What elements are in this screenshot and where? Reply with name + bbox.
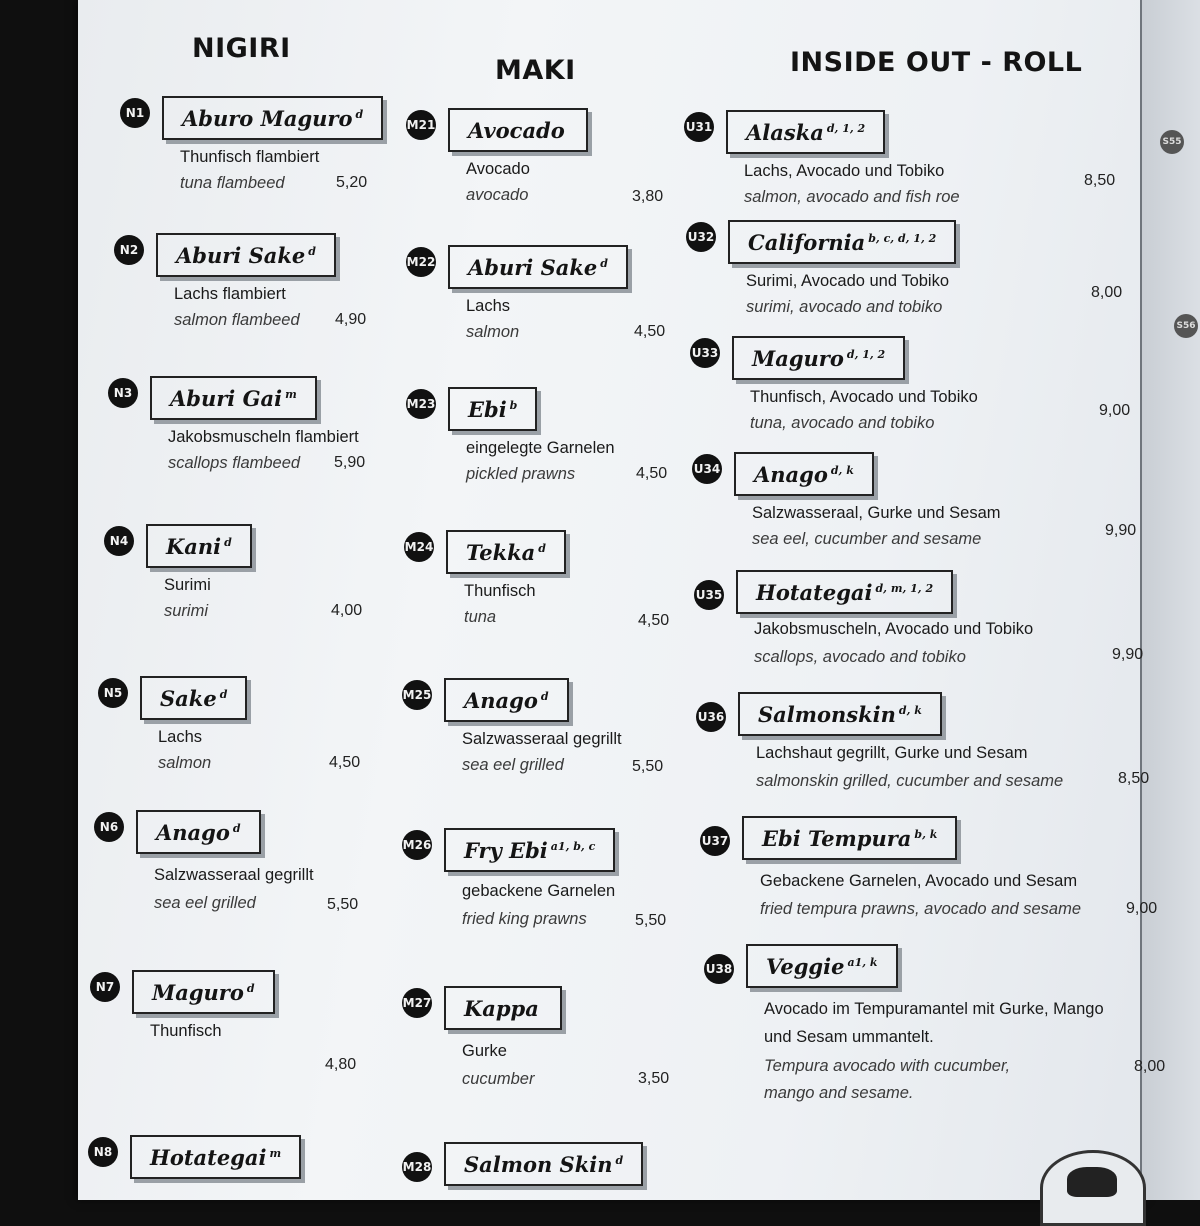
item-name: Kappa [464,995,539,1021]
allergen-code: d, 1, 2 [826,121,866,135]
item-name-box [726,110,885,154]
item-code-badge: N8 [88,1137,118,1167]
item-code-badge: N3 [108,378,138,408]
item-name-box [728,220,956,264]
side-badge: S56 [1174,314,1198,338]
item-code-badge: M24 [404,532,434,562]
item-name-box [738,692,942,736]
item-price: 9,00 [1126,900,1158,917]
allergen-code: b [509,398,518,412]
item-description-de: Lachs [466,297,511,315]
item-description-en: fried tempura prawns, avocado and sesame [760,900,1082,918]
allergen-code: b, k [914,827,938,841]
item-name-box [162,96,383,140]
allergen-code: a1, k [847,955,878,969]
item-description-en: salmonskin grilled, cucumber and sesame [756,772,1064,790]
item-price: 9,90 [1105,522,1137,539]
item-description-en: scallops flambeed [168,454,301,472]
item-description-en: scallops, avocado and tobiko [754,648,966,666]
allergen-code: d, m, 1, 2 [875,581,934,595]
item-description-en: Tempura avocado with cucumber, [764,1057,1011,1075]
item-description-de-line2: und Sesam ummantelt. [764,1028,934,1046]
item-code-badge: M25 [402,680,432,710]
item-description-en: pickled prawns [466,465,576,483]
item-name: Hotategai [756,579,873,605]
item-price: 4,50 [636,465,668,482]
item-code-badge: U31 [684,112,714,142]
item-name-box [448,108,588,152]
sushi-logo-icon [1040,1150,1146,1226]
item-price: 8,00 [1091,284,1123,301]
allergen-code: d, k [898,703,922,717]
allergen-code: d, 1, 2 [846,347,886,361]
inside-out-heading: INSIDE OUT - ROLL [790,47,1083,78]
item-description-de: Jakobsmuscheln flambiert [168,428,359,446]
item-description-en: tuna [464,608,497,626]
item-description-de: Surimi, Avocado und Tobiko [746,272,950,290]
item-description-de: Jakobsmuscheln, Avocado und Tobiko [754,620,1034,638]
item-name-box [734,452,874,496]
allergen-code: d [224,535,232,549]
item-name-box [132,970,275,1014]
item-name: Aburi Sake [176,242,306,268]
item-price: 8,50 [1118,770,1150,787]
item-name-box [444,828,615,872]
item-description-en: surimi [164,602,208,620]
item-description-de: Thunfisch, Avocado und Tobiko [750,388,978,406]
allergen-code: b, c, d, 1, 2 [868,231,937,245]
item-name: Anago [156,819,230,845]
item-code-badge: N4 [104,526,134,556]
maki-heading: MAKI [495,55,576,86]
item-name: Alaska [746,119,824,145]
item-description-en: fried king prawns [462,910,587,928]
item-name: Veggie [766,953,845,979]
item-name: Ebi Tempura [762,825,912,851]
item-price: 4,80 [325,1056,357,1073]
item-name-box [146,524,252,568]
item-name-box [444,1142,643,1186]
item-description-en: salmon [466,323,520,341]
item-code-badge: U37 [700,826,730,856]
item-name-box [136,810,261,854]
item-description-de: Surimi [164,576,211,594]
item-price: 4,50 [329,754,361,771]
item-price: 9,90 [1112,646,1144,663]
item-price: 5,90 [334,454,366,471]
item-price: 5,50 [327,896,359,913]
item-price: 3,50 [638,1070,670,1087]
item-price: 5,20 [336,174,368,191]
item-price: 9,00 [1099,402,1131,419]
item-description-de: Salzwasseraal gegrillt [462,730,622,748]
allergen-code: d [615,1153,624,1167]
item-name: Hotategai [150,1144,267,1170]
allergen-code: d, k [830,463,854,477]
item-description-en-line2: mango and sesame. [764,1084,914,1102]
allergen-code: d [540,689,549,703]
item-description-en: sea eel grilled [462,756,564,774]
item-code-badge: U38 [704,954,734,984]
item-name-box [742,816,957,860]
item-description-en: salmon flambeed [174,311,300,329]
item-description-en: surimi, avocado and tobiko [746,298,943,316]
item-name-box [746,944,898,988]
item-name-box [446,530,566,574]
item-price: 5,50 [635,912,667,929]
item-price: 4,90 [335,311,367,328]
item-name-box [150,376,317,420]
allergen-code: d [246,981,255,995]
item-name-box [732,336,905,380]
item-name: Salmonskin [758,701,896,727]
allergen-code: d [219,687,228,701]
item-name-box [130,1135,301,1179]
allergen-code: a1, b, c [550,839,596,853]
item-description-de: Lachshaut gegrillt, Gurke und Sesam [756,744,1028,762]
item-name: Avocado [468,117,565,143]
item-code-badge: U32 [686,222,716,252]
item-description-de: Gebackene Garnelen, Avocado und Sesam [760,872,1078,890]
item-description-de: Avocado [466,160,530,178]
item-price: 5,50 [632,758,664,775]
item-name-box [448,245,628,289]
item-name: Maguro [752,345,844,371]
item-description-de: Avocado im Tempuramantel mit Gurke, Mango [764,1000,1104,1018]
item-name: Fry Ebi [464,837,548,863]
next-menu-page [1140,0,1200,1200]
item-price: 4,50 [638,612,670,629]
item-code-badge: M28 [402,1152,432,1182]
item-code-badge: M21 [406,110,436,140]
item-name: Maguro [152,979,244,1005]
item-description-en: cucumber [462,1070,535,1088]
item-code-badge: N2 [114,235,144,265]
item-name: Ebi [468,396,507,422]
item-name-box [444,678,569,722]
item-price: 4,50 [634,323,666,340]
allergen-code: d [308,244,316,258]
allergen-code: d [600,256,608,270]
item-code-badge: M22 [406,247,436,277]
item-name-box [736,570,953,614]
item-code-badge: M27 [402,988,432,1018]
allergen-code: m [269,1146,282,1160]
item-description-de: gebackene Garnelen [462,882,616,900]
item-price: 3,80 [632,188,664,205]
item-code-badge: U36 [696,702,726,732]
item-description-de: Salzwasseraal, Gurke und Sesam [752,504,1001,522]
item-name: Kani [166,533,222,559]
item-description-de: Thunfisch [150,1022,222,1040]
item-name: Sake [160,685,217,711]
item-code-badge: N6 [94,812,124,842]
item-description-de: Salzwasseraal gegrillt [154,866,314,884]
item-code-badge: N5 [98,678,128,708]
item-name: California [748,229,866,255]
item-name: Aburi Sake [468,254,598,280]
item-code-badge: U33 [690,338,720,368]
logo-figure [1067,1167,1117,1197]
allergen-code: d [355,107,364,121]
item-name: Anago [464,687,538,713]
item-description-de: Lachs [158,728,203,746]
item-description-de: Gurke [462,1042,507,1060]
item-description-en: tuna, avocado and tobiko [750,414,935,432]
item-description-en: avocado [466,186,529,204]
item-description-en: sea eel grilled [154,894,256,912]
item-name-box [444,986,562,1030]
allergen-code: d [538,541,546,555]
item-price: 4,00 [331,602,363,619]
item-name: Tekka [466,539,536,565]
item-code-badge: N7 [90,972,120,1002]
item-description-de: Lachs flambiert [174,285,286,303]
item-code-badge: U34 [692,454,722,484]
item-description-en: tuna flambeed [180,174,285,192]
item-code-badge: U35 [694,580,724,610]
item-description-en: sea eel, cucumber and sesame [752,530,982,548]
item-description-en: salmon [158,754,212,772]
item-price: 8,50 [1084,172,1116,189]
item-name: Salmon Skin [464,1151,613,1177]
allergen-code: m [285,387,297,401]
item-name-box [448,387,537,431]
item-code-badge: M26 [402,830,432,860]
item-name-box [140,676,247,720]
item-name-box [156,233,336,277]
item-price: 8,00 [1134,1058,1166,1075]
item-description-de: Thunfisch [464,582,536,600]
item-code-badge: N1 [120,98,150,128]
item-name: Aburo Maguro [182,105,353,131]
item-description-de: Thunfisch flambiert [180,148,320,166]
item-description-de: eingelegte Garnelen [466,439,615,457]
item-description-de: Lachs, Avocado und Tobiko [744,162,945,180]
item-code-badge: M23 [406,389,436,419]
nigiri-heading: NIGIRI [192,33,291,64]
item-name: Aburi Gai [170,385,283,411]
side-badge: S55 [1160,130,1184,154]
item-description-en: salmon, avocado and fish roe [744,188,960,206]
item-name: Anago [754,461,828,487]
allergen-code: d [232,821,241,835]
